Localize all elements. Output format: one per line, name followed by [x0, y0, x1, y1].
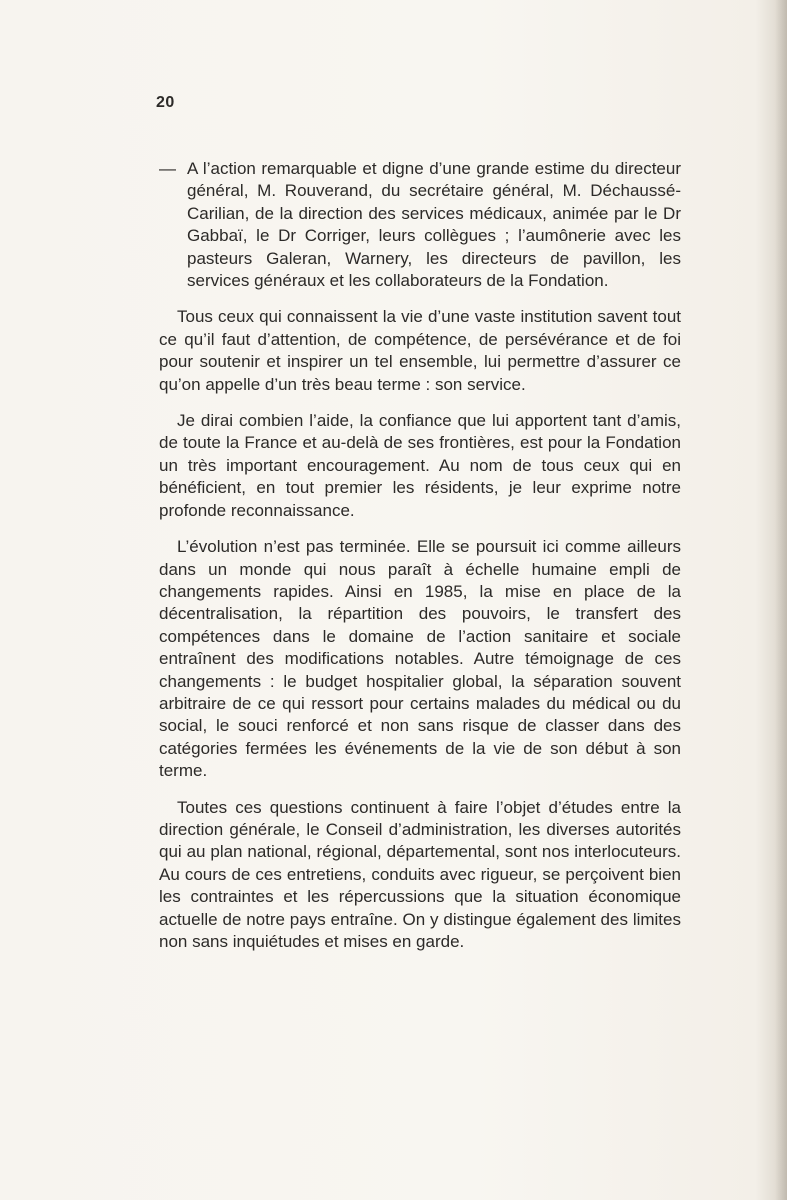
dash-marker: —: [159, 159, 176, 178]
page-edge-shadow: [775, 0, 787, 1200]
paragraph-1: [159, 158, 681, 292]
paragraph-2: Tous ceux qui connaissent la vie d’une vaste institution savent tout ce qu’il faut d’attention, de compétence, de persévérance et de foi pour soutenir et inspirer un tel ensemble, lui permettre d’assurer ce qu’on appelle d’un très beau terme : son service.: [159, 307, 681, 394]
paragraph-5: Toutes ces questions continuent à faire l’objet d’études entre la direction générale, le Conseil d’administration, les diverses autorités qui au plan national, régional, départemental, sont nos interlocuteurs. Au cours de ces entretiens, conduits avec rigueur, se perçoivent bien les contraintes et les répercussions que la situation économique actuelle de notre pays entraîne. On y distingue également des limites non sans inquiétudes et mises en garde.: [159, 797, 681, 951]
paragraph-4: L’évolution n’est pas terminée. Elle se poursuit ici comme ailleurs dans un monde qui nous paraît à échelle humaine empli de changements rapides. Ainsi en 1985, la mise en place de la décentralisation, la répartition des pouvoirs, le transfert des compétences dans le domaine de l’action sanitaire et sociale entraînent des modifications notables. Autre témoignage de ces changements : le budget hospitalier global, la séparation souvent arbitraire de ce qui ressort pour certains malades du médical ou du social, le souci renforcé et non sans risque de classer dans des catégories fermées les événements de la vie de son début à son terme.: [159, 537, 681, 781]
paragraph-1-text: A l’action remarquable et digne d’une grande estime du directeur général, M. Rouverand, du secrétaire général, M. Déchaussé-Carilian, de la direction des services médicaux, animée par le Dr Gabbaï, le Dr Corriger, leurs collègues ; l’aumônerie avec les pasteurs Galeran, Warnery, les directeurs de pavillon, les services généraux et les collaborateurs de la Fondation.: [187, 159, 681, 291]
page-number: 20: [156, 94, 175, 111]
paragraph-3: Je dirai combien l’aide, la confiance que lui apportent tant d’amis, de toute la France et au-delà de ses frontières, est pour la Fondation un très important encouragement. Au nom de tous ceux qui en bénéficient, en tout premier les résidents, je leur exprime notre profonde reconnaissance.: [159, 411, 681, 520]
body-text: [159, 158, 681, 967]
